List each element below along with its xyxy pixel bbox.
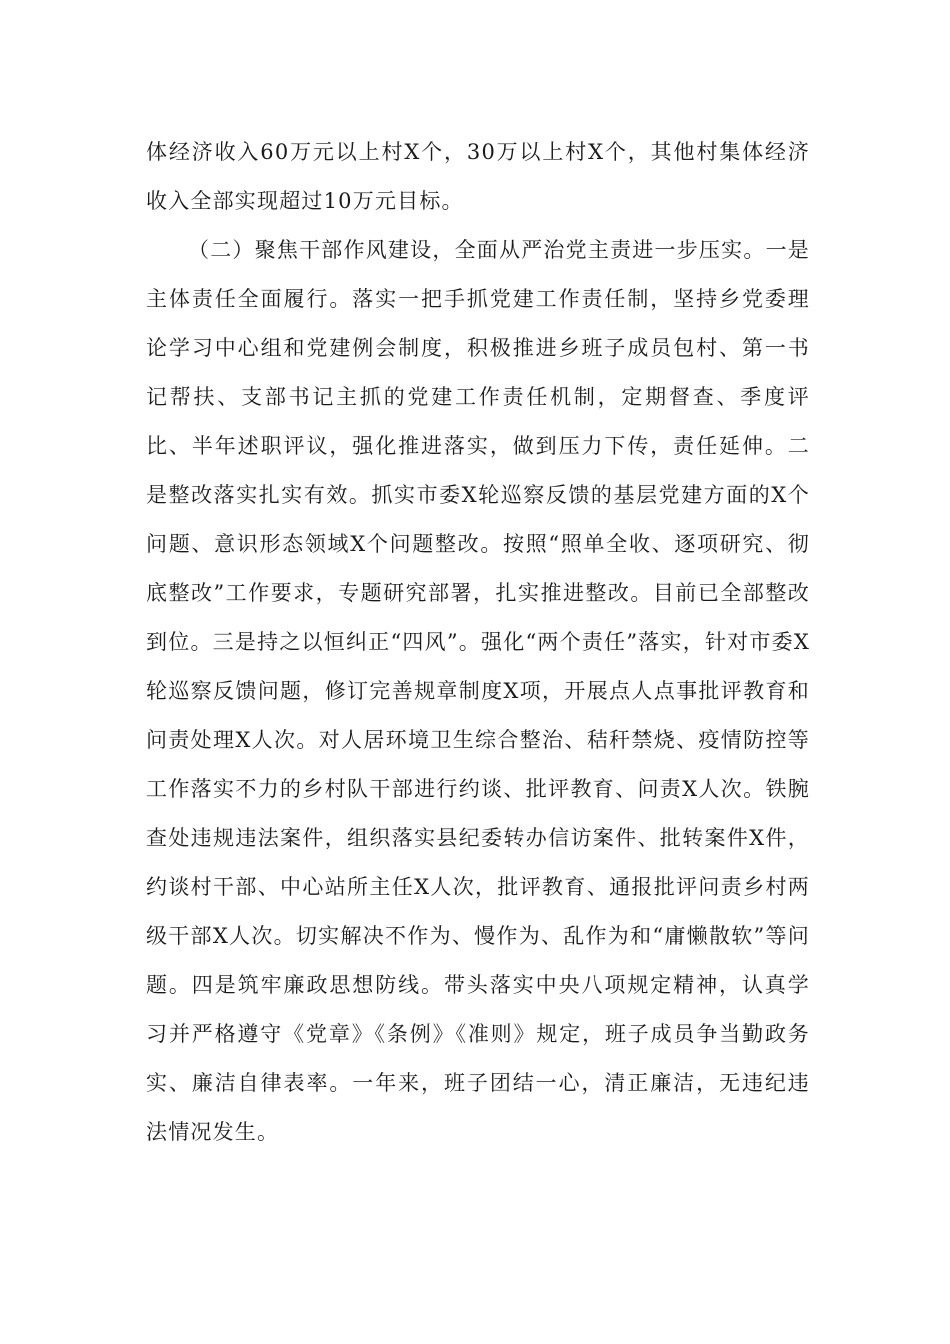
paragraph-economic-income: 体经济收入60万元以上村X个，30万以上村X个，其他村集体经济收入全部实现超过10万元目标。: [146, 140, 810, 213]
paragraph-cadre-style: （二）聚焦干部作风建设，全面从严治党主责进一步压实。一是主体责任全面履行。落实一把手抓党建工作责任制，坚持乡党委理论学习中心组和党建例会制度，积极推进乡班子成员包村、第一书记帮扶、支部书记主抓的党建工作责任机制，定期督查、季度评比、半年述职评议，强化推进落实，做到压力下传，责任延伸。二是整改落实扎实有效。抓实市委X轮巡察反馈的基层党建方面的X个问题、意识形态领域X个问题整改。按照“照单全收、逐项研究、彻底整改”工作要求，专题研究部署，扎实推进整改。目前已全部整改到位。三是持之以恒纠正“四风”。强化“两个责任”落实，针对市委X轮巡察反馈问题，修订完善规章制度X项，开展点人点事批评教育和问责处理X人次。对人居环境卫生综合整治、秸秆禁烧、疫情防控等工作落实不力的乡村队干部进行约谈、批评教育、问责X人次。铁腕查处违规违法案件，组织落实县纪委转办信访案件、批转案件X件，约谈村干部、中心站所主任X人次，批评教育、通报批评问责乡村两级干部X人次。切实解决不作为、慢作为、乱作为和“庸懒散软”等问题。四是筑牢廉政思想防线。带头落实中央八项规定精神，认真学习并严格遵守《党章》《条例》《准则》规定，班子成员争当勤政务实、廉洁自律表率。一年来，班子团结一心，清正廉洁，无违纪违法情况发生。: [146, 238, 810, 1144]
